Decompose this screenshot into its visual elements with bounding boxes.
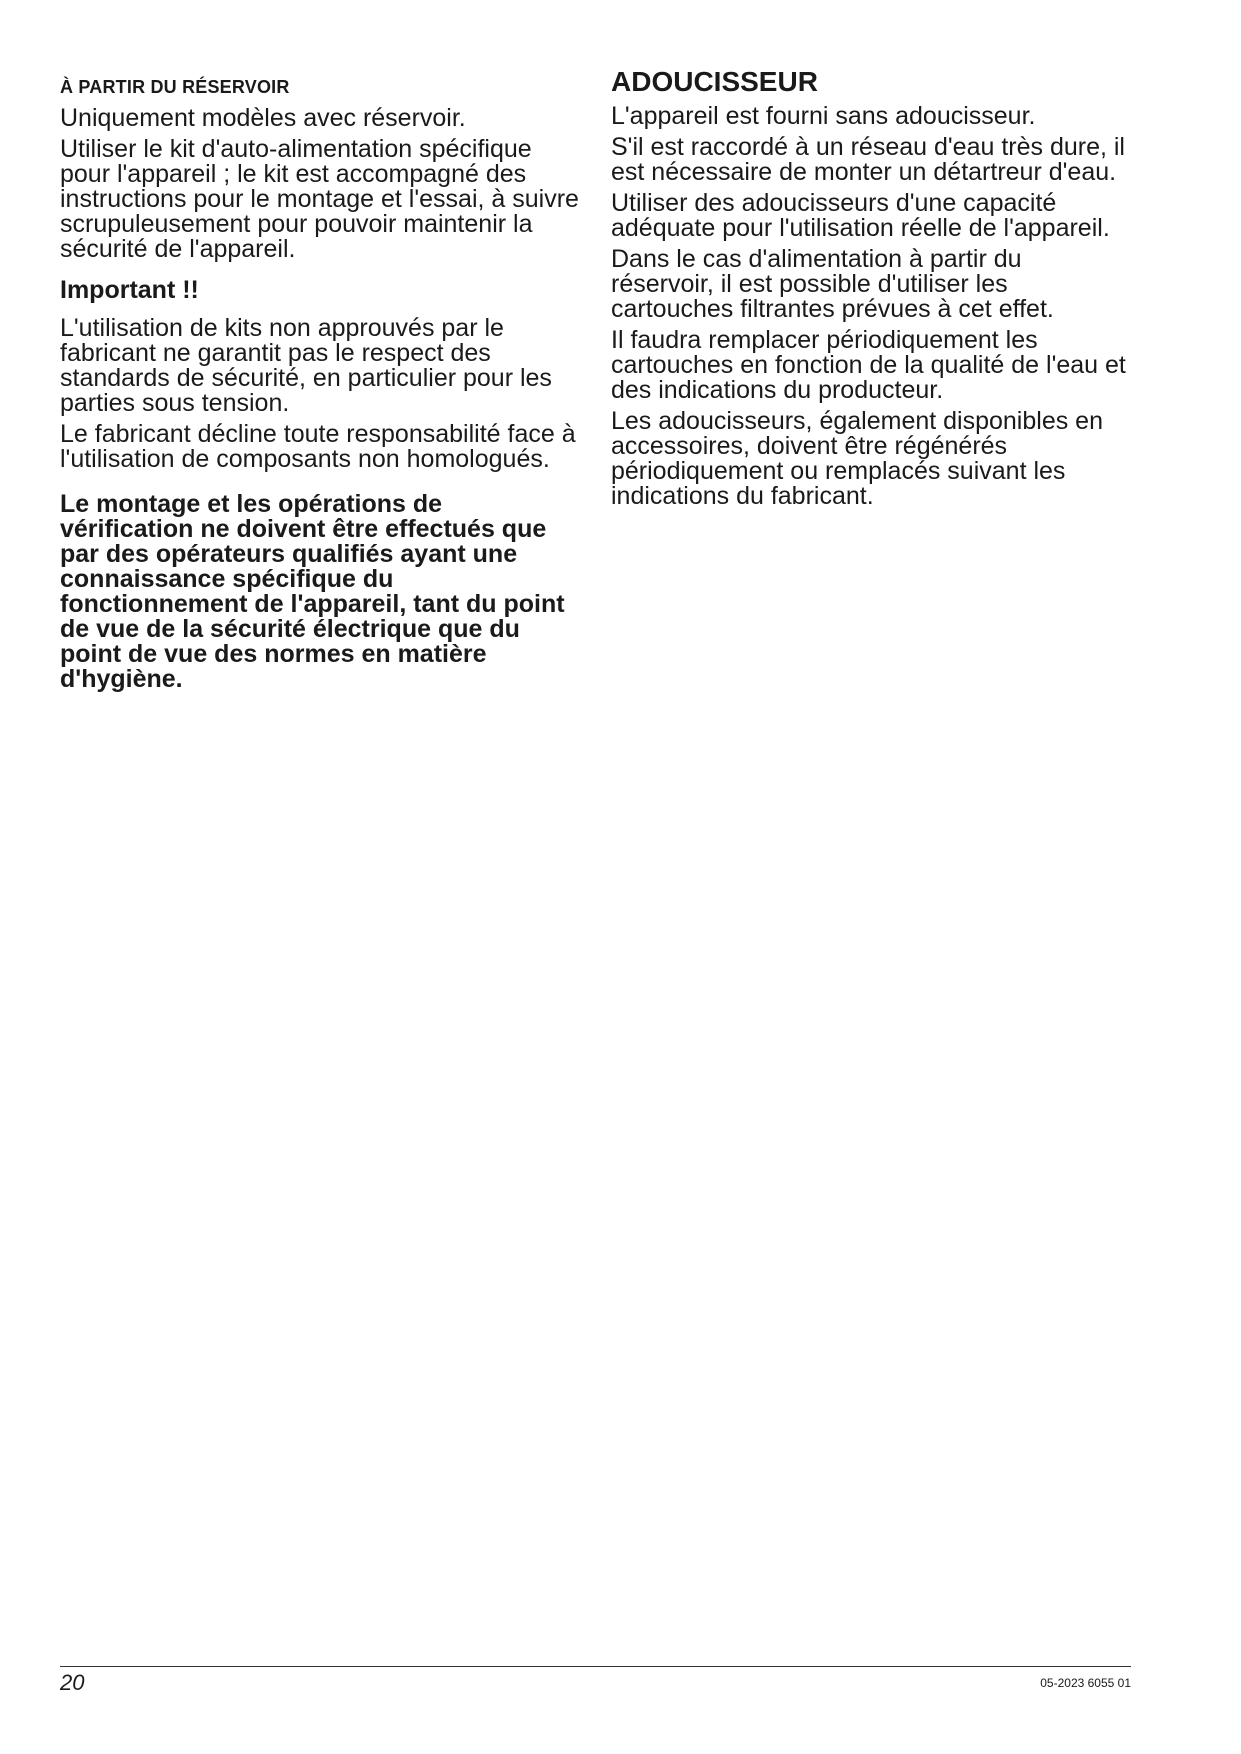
paragraph: Le fabricant décline toute responsabilité face à l'utilisation de composants non homologués. bbox=[60, 420, 576, 473]
paragraph: Il faudra remplacer périodiquement les cartouches en fonction de la qualité de l'eau et des indications du producteur. bbox=[611, 326, 1126, 404]
paragraph: Utiliser le kit d'auto-alimentation spécifique pour l'appareil ; le kit est accompagné des instructions pour le montage et l'essai, à suivre scrupuleusement pour pouvoir maintenir la sécurité de l'appareil. bbox=[60, 135, 579, 263]
document-code: 05-2023 6055 01 bbox=[1040, 1676, 1131, 1690]
section-heading: ADOUCISSEUR bbox=[611, 66, 818, 97]
important-label: Important !! bbox=[60, 276, 199, 304]
section-subheading: À PARTIR DU RÉSERVOIR bbox=[60, 77, 290, 97]
paragraph: S'il est raccordé à un réseau d'eau très dure, il est nécessaire de monter un détartreur d'eau. bbox=[611, 133, 1125, 186]
right-column bbox=[611, 62, 1131, 515]
warning-paragraph: Le montage et les opérations de vérification ne doivent être effectués que par des opérateurs qualifiés ayant une connaissance spécifique du fonctionnement de l'appareil, tant du point de vue de la sécurité électrique que du point de vue des normes en matière d'hygiène. bbox=[60, 490, 565, 693]
paragraph: L'utilisation de kits non approuvés par le fabricant ne garantit pas le respect des standards de sécurité, en particulier pour les parties sous tension. bbox=[60, 314, 552, 417]
page-number: 20 bbox=[60, 1670, 85, 1695]
footer-divider bbox=[60, 1666, 1131, 1667]
left-column bbox=[60, 62, 580, 698]
paragraph: Dans le cas d'alimentation à partir du réservoir, il est possible d'utiliser les cartouches filtrantes prévues à cet effet. bbox=[611, 245, 1054, 323]
paragraph: Utiliser des adoucisseurs d'une capacité adéquate pour l'utilisation réelle de l'appareil. bbox=[611, 189, 1110, 242]
paragraph: Les adoucisseurs, également disponibles en accessoires, doivent être régénérés périodiquement ou remplacés suivant les indications du fabricant. bbox=[611, 407, 1103, 510]
paragraph: L'appareil est fourni sans adoucisseur. bbox=[611, 102, 1036, 130]
paragraph: Uniquement modèles avec réservoir. bbox=[60, 104, 466, 132]
